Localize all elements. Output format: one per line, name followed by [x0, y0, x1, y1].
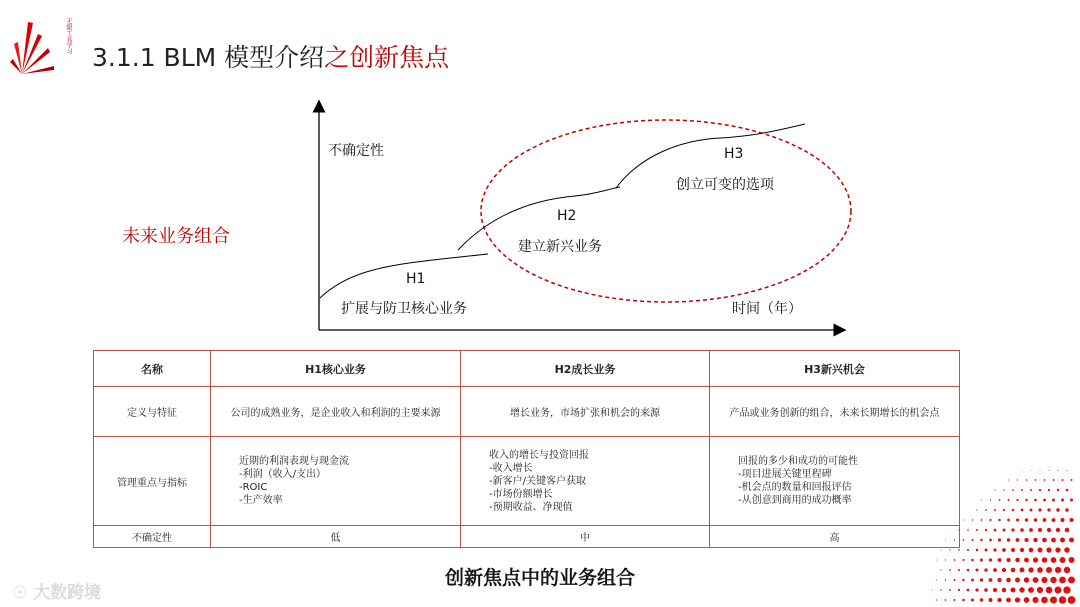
halftone-dot: [1015, 558, 1019, 562]
halftone-dot: [1015, 578, 1020, 583]
halftone-dot: [1024, 558, 1029, 563]
halftone-dot: [989, 578, 993, 582]
halftone-dot: [1043, 518, 1047, 522]
halftone-dot: [936, 579, 937, 580]
halftone-dot: [1070, 479, 1072, 481]
halftone-dot: [989, 519, 991, 521]
halftone-dot: [1006, 558, 1010, 562]
halftone-dot: [1065, 528, 1070, 533]
halftone-dot: [1044, 479, 1046, 481]
halftone-dot: [976, 569, 979, 572]
halftone-dot: [1033, 577, 1039, 583]
halftone-dot: [1047, 528, 1051, 532]
halftone-dot: [993, 568, 997, 572]
halftone-dot: [985, 549, 988, 552]
list-item: -从创意到商用的成功概率: [738, 495, 852, 506]
watermark-icon: ☉: [12, 583, 34, 603]
halftone-dot: [940, 569, 941, 570]
table-cell: 增长业务，市场扩张和机会的来源: [461, 387, 710, 437]
halftone-dot: [963, 519, 964, 520]
halftone-dot: [1008, 479, 1009, 480]
halftone-dot: [1003, 529, 1006, 532]
watermark: [12, 578, 101, 603]
halftone-dot: [1002, 568, 1006, 572]
halftone-dot: [998, 538, 1001, 541]
halftone-dot: [1061, 518, 1065, 522]
halftone-decoration: [860, 470, 1080, 607]
halftone-dot: [1056, 508, 1059, 511]
table-cell: 高: [710, 526, 960, 548]
halftone-dot: [962, 599, 965, 602]
halftone-dot: [1048, 470, 1049, 471]
title-accent: 之创新焦点: [324, 43, 450, 72]
halftone-dot: [1026, 479, 1028, 481]
halftone-dot: [1068, 557, 1074, 563]
table-header: 名称: [94, 351, 211, 387]
halftone-dot: [1021, 509, 1024, 512]
halftone-dot: [1011, 588, 1016, 593]
halftone-dot: [932, 590, 933, 591]
halftone-dot: [1047, 508, 1050, 511]
halftone-dot: [954, 539, 955, 540]
logo-icon: [8, 14, 64, 90]
list-item: -生产效率: [239, 495, 283, 506]
halftone-dot: [1051, 538, 1056, 543]
halftone-dot: [980, 598, 983, 601]
halftone-dot: [997, 578, 1001, 582]
halftone-dot: [975, 588, 978, 591]
table-cell: 产品或业务创新的组合，未来长期增长的机会点: [710, 387, 960, 437]
halftone-dot: [1069, 518, 1073, 522]
halftone-dot: [1025, 518, 1028, 521]
halftone-dot: [1020, 548, 1024, 552]
halftone-dot: [1012, 509, 1015, 512]
halftone-dot: [1062, 479, 1064, 481]
halftone-dot: [972, 519, 973, 520]
halftone-dot: [1041, 577, 1047, 583]
halftone-dot: [1025, 499, 1027, 501]
list-item: 收入的增长与投资回报: [489, 449, 589, 461]
halftone-dot: [1028, 587, 1034, 593]
halftone-dot: [1007, 538, 1011, 542]
list-item: -预期收益、净现值: [489, 501, 573, 513]
logo-text: 无限工具学习: [65, 18, 72, 54]
table-header-row: [94, 351, 960, 387]
title-prefix: 3.1.1 BLM 模型介绍: [92, 43, 325, 72]
halftone-dot: [1064, 567, 1070, 573]
list-item: -市场份额增长: [489, 488, 553, 500]
table-cell: [211, 437, 461, 526]
halftone-dot: [1061, 499, 1064, 502]
halftone-dot: [1051, 557, 1057, 563]
halftone-dot: [1041, 597, 1048, 604]
halftone-dot: [971, 598, 974, 601]
table-row: [94, 387, 960, 437]
halftone-dot: [941, 550, 942, 551]
halftone-dot: [945, 540, 946, 541]
halftone-dot: [1057, 489, 1059, 491]
table-cell: 公司的成熟业务，是企业收入和利润的主要来源: [211, 387, 461, 437]
list-item: -收入增长: [489, 462, 533, 474]
halftone-dot: [976, 529, 978, 531]
list-item: -ROIC: [239, 482, 268, 493]
table-cell: 中: [461, 526, 710, 548]
halftone-dot: [945, 559, 946, 560]
halftone-dot: [1012, 489, 1014, 491]
y-axis-label: 不确定性: [328, 143, 384, 159]
halftone-dot: [971, 579, 974, 582]
halftone-dot: [1017, 479, 1018, 480]
halftone-dot: [1039, 489, 1041, 491]
halftone-dot: [967, 549, 969, 551]
halftone-dot: [989, 539, 992, 542]
halftone-dot: [971, 559, 974, 562]
halftone-dot: [998, 558, 1002, 562]
halftone-dot: [1029, 548, 1034, 553]
halftone-dot: [1011, 528, 1014, 531]
halftone-dot: [998, 519, 1000, 521]
halftone-dot: [981, 519, 983, 521]
halftone-dot: [1002, 548, 1006, 552]
halftone-dot: [936, 599, 937, 600]
h3-code: H3: [724, 146, 744, 162]
halftone-dot: [1053, 479, 1055, 481]
row-label: 管理重点与指标: [94, 437, 211, 526]
halftone-dot: [984, 588, 988, 592]
halftone-dot: [962, 579, 964, 581]
halftone-dot: [1068, 596, 1076, 604]
halftone-dot: [1021, 489, 1023, 491]
halftone-dot: [936, 560, 937, 561]
halftone-dot: [954, 559, 956, 561]
halftone-dot: [1060, 557, 1066, 563]
list-item: 近期的利润表现与现金流: [239, 456, 349, 467]
halftone-dot: [1037, 567, 1043, 573]
halftone-dot: [1007, 519, 1010, 522]
halftone-dot: [980, 559, 983, 562]
halftone-dot: [958, 549, 960, 551]
halftone-dot: [1043, 499, 1046, 502]
halftone-dot: [1011, 568, 1016, 573]
halftone-dot: [1059, 577, 1066, 584]
h1-code: H1: [406, 271, 426, 287]
halftone-dot: [976, 549, 979, 552]
halftone-dot: [1059, 596, 1066, 603]
halftone-dot: [994, 489, 995, 490]
halftone-dot: [1015, 597, 1020, 602]
side-label: 未来业务组合: [122, 226, 230, 247]
table-row: [94, 437, 960, 526]
halftone-dot: [1033, 557, 1038, 562]
list-item: -项目进展关键里程碑: [738, 469, 832, 480]
halftone-dot: [1016, 499, 1018, 501]
halftone-dot: [980, 578, 983, 581]
halftone-dot: [1052, 518, 1056, 522]
halftone-dot: [1064, 547, 1069, 552]
caption: 创新焦点中的业务组合: [444, 567, 635, 589]
halftone-dot: [1055, 567, 1061, 573]
halftone-dot: [1063, 586, 1070, 593]
halftone-dot: [958, 589, 960, 591]
table-cell: 低: [211, 526, 461, 548]
halftone-dot: [1032, 597, 1038, 603]
halftone-dot: [1016, 538, 1020, 542]
halftone-dot: [1016, 518, 1019, 521]
halftone-dot: [940, 589, 941, 590]
halftone-dot: [967, 529, 969, 531]
halftone-dot: [990, 499, 991, 500]
halftone-dot: [1038, 508, 1041, 511]
halftone-dot: [1037, 587, 1043, 593]
watermark-text: 大数跨境: [33, 583, 102, 603]
halftone-dot: [1046, 567, 1052, 573]
halftone-dot: [1011, 548, 1015, 552]
halftone-dot: [1050, 596, 1057, 603]
halftone-dot: [1066, 489, 1069, 492]
halftone-dot: [958, 569, 960, 571]
table-header: H3新兴机会: [710, 351, 960, 387]
halftone-dot: [1002, 588, 1007, 593]
row-label: 不确定性: [94, 526, 211, 548]
halftone-dot: [962, 559, 964, 561]
halftone-dot: [1008, 499, 1010, 501]
halftone-dot: [1028, 567, 1033, 572]
halftone-dot: [993, 588, 997, 592]
halftone-dot: [1020, 528, 1024, 532]
halftone-dot: [989, 598, 993, 602]
halftone-dot: [1066, 470, 1068, 471]
halftone-dot: [1048, 489, 1050, 491]
halftone-dot: [1055, 587, 1062, 594]
halftone-dot: [976, 509, 977, 510]
list-item: -利润（收入/支出）: [239, 469, 326, 480]
halftone-dot: [997, 598, 1001, 602]
h2-code: H2: [557, 208, 577, 224]
table-header: H2成长业务: [461, 351, 710, 387]
h1-curve: [320, 254, 488, 298]
halftone-dot: [967, 569, 970, 572]
halftone-dot: [1003, 489, 1004, 490]
halftone-dot: [954, 579, 956, 581]
halftone-dot: [999, 499, 1001, 501]
table-row: [94, 526, 960, 548]
halftone-dot: [994, 529, 997, 532]
halftone-dot: [1003, 509, 1005, 511]
list-item: -新客户/关键客户获取: [489, 475, 586, 487]
halftone-dot: [1042, 538, 1047, 543]
halftone-dot: [1030, 470, 1031, 471]
halftone-dot: [1035, 479, 1037, 481]
halftone-dot: [963, 539, 965, 541]
halftone-dot: [993, 548, 996, 551]
h2-desc: 建立新兴业务: [518, 239, 602, 255]
h3-desc: 创立可变的选项: [676, 177, 774, 193]
halftone-dot: [1020, 568, 1025, 573]
halftone-dot: [949, 549, 950, 550]
list-item: 回报的多少和成功的可能性: [738, 456, 858, 467]
halftone-dot: [1042, 557, 1047, 562]
list-item: -机会点的数量和回报评估: [738, 482, 852, 493]
halftone-dot: [949, 569, 951, 571]
halftone-dot: [989, 558, 992, 561]
halftone-dot: [945, 599, 947, 601]
halftone-dot: [1070, 498, 1073, 501]
x-axis-label: 时间（年）: [732, 301, 802, 317]
halftone-dot: [971, 539, 973, 541]
halftone-dot: [985, 529, 987, 531]
halftone-dot: [1034, 499, 1037, 502]
halftone-dot: [1024, 577, 1029, 582]
halftone-dot: [984, 568, 987, 571]
halftone-dot: [1029, 528, 1033, 532]
halftone-dot: [1050, 577, 1057, 584]
halftone-dot: [1038, 528, 1042, 532]
halftone-dot: [958, 529, 959, 530]
halftone-dot: [1068, 577, 1075, 584]
halftone-dot: [980, 539, 982, 541]
halftone-dot: [1033, 538, 1037, 542]
halftone-dot: [1034, 518, 1038, 522]
business-portfolio-table: [93, 350, 960, 548]
halftone-dot: [1019, 587, 1024, 592]
halftone-dot: [1039, 470, 1040, 471]
halftone-dot: [994, 509, 996, 511]
halftone-dot: [1038, 548, 1043, 553]
emerging-ellipse: [481, 120, 851, 302]
halftone-dot: [967, 589, 970, 592]
halftone-dot: [981, 499, 982, 500]
halftone-dot: [1046, 547, 1051, 552]
halftone-dot: [1055, 547, 1060, 552]
row-label: 定义与特征: [94, 387, 211, 437]
slide-title: [92, 38, 449, 74]
halftone-dot: [1069, 537, 1074, 542]
table-cell: [461, 437, 710, 526]
halftone-dot: [1052, 499, 1055, 502]
halftone-dot: [953, 599, 955, 601]
halftone-dot: [1006, 598, 1011, 603]
halftone-dot: [1046, 587, 1053, 594]
h1-desc: 扩展与防卫核心业务: [341, 301, 467, 317]
halftone-dot: [1024, 538, 1028, 542]
halftone-dot: [949, 589, 951, 591]
halftone-dot: [945, 579, 947, 581]
halftone-dot: [1056, 528, 1060, 532]
halftone-dot: [1030, 509, 1033, 512]
halftone-dot: [1060, 538, 1065, 543]
halftone-dot: [1024, 597, 1030, 603]
halftone-dot: [1030, 489, 1032, 491]
halftone-dot: [1057, 470, 1058, 471]
halftone-dot: [1065, 508, 1069, 512]
table-header: H1核心业务: [211, 351, 461, 387]
halftone-dot: [985, 509, 987, 511]
halftone-dot: [1006, 578, 1011, 583]
